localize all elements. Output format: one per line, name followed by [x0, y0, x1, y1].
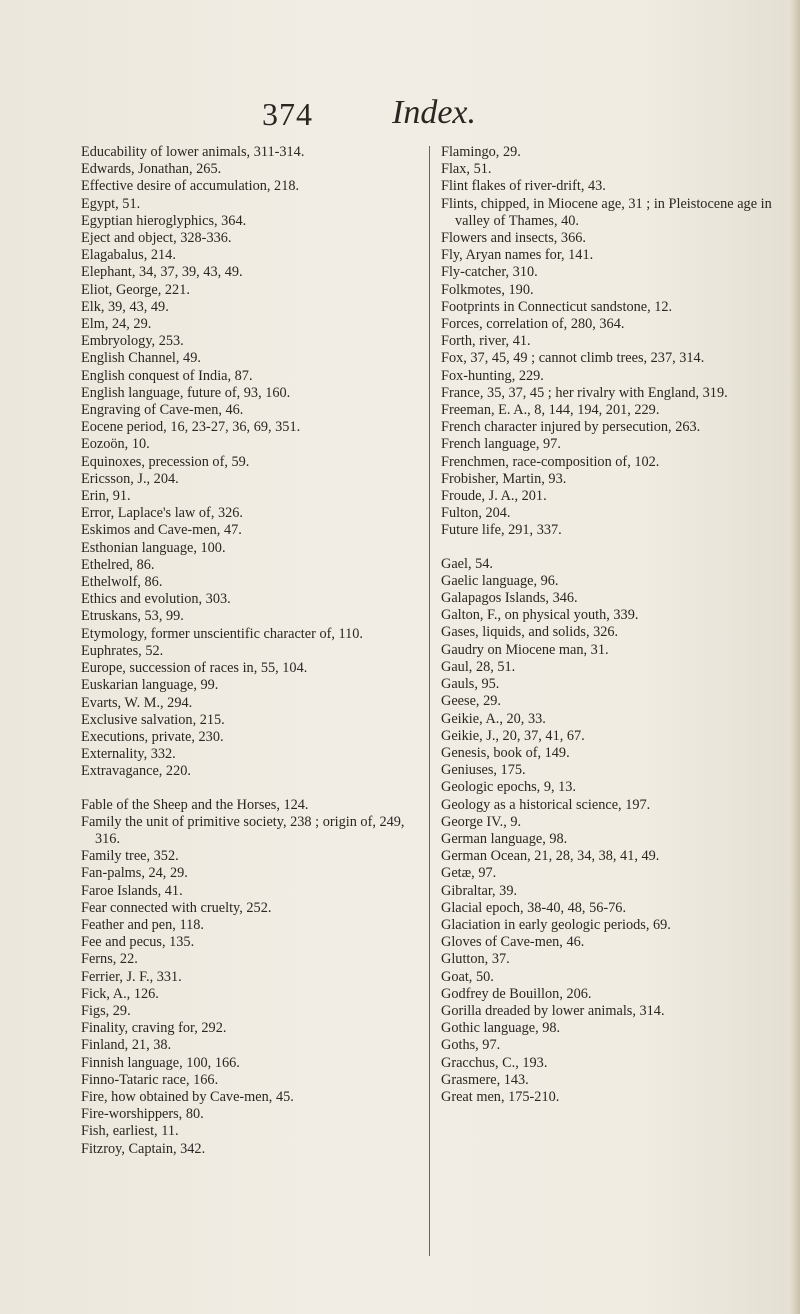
index-entry: Eject and object, 328-336.: [81, 230, 232, 247]
index-entry: Executions, private, 230.: [81, 728, 224, 745]
index-entry: Eskimos and Cave-men, 47.: [81, 522, 242, 539]
index-entry: Glutton, 37.: [441, 951, 510, 968]
index-entry: Elephant, 34, 37, 39, 43, 49.: [81, 264, 243, 281]
index-entry: Geologic epochs, 9, 13.: [441, 779, 576, 796]
index-entry: Finno-Tataric race, 166.: [81, 1071, 219, 1088]
index-entry: Gaul, 28, 51.: [441, 658, 516, 675]
index-entry: Elk, 39, 43, 49.: [81, 298, 169, 315]
index-entry: Gibraltar, 39.: [441, 882, 518, 899]
index-entry: Gael, 54.: [441, 555, 494, 572]
index-entry: Fly-catcher, 310.: [441, 264, 538, 281]
index-entry: Great men, 175-210.: [441, 1088, 560, 1105]
index-entry: Embryology, 253.: [81, 333, 184, 350]
index-entry: Genesis, book of, 149.: [441, 744, 570, 761]
index-entry: Goat, 50.: [441, 968, 494, 985]
index-entry: Frobisher, Martin, 93.: [441, 470, 567, 487]
index-entry: English Channel, 49.: [81, 350, 201, 367]
index-entry: Euphrates, 52.: [81, 642, 164, 659]
index-entry: French character injured by persecution, 263.: [441, 419, 701, 436]
index-entry: Family the unit of primitive society, 238 ; origin of, 249, 316.: [81, 813, 405, 847]
index-entry: Gaudry on Miocene man, 31.: [441, 641, 609, 658]
index-entry: Ethelwolf, 86.: [81, 574, 163, 591]
index-entry: Galapagos Islands, 346.: [441, 590, 578, 607]
index-entry: Edwards, Jonathan, 265.: [81, 161, 222, 178]
index-entry: Geese, 29.: [441, 693, 501, 710]
index-entry: Flamingo, 29.: [441, 144, 521, 160]
index-entry: Goths, 97.: [441, 1037, 501, 1054]
index-entry: Geikie, A., 20, 33.: [441, 710, 546, 727]
index-entry: Footprints in Connecticut sandstone, 12.: [441, 298, 673, 315]
index-entry: Flax, 51.: [441, 161, 492, 178]
page-edge-shadow: [790, 0, 800, 1314]
index-entry: Fitzroy, Captain, 342.: [81, 1140, 206, 1157]
index-entry: Flowers and insects, 366.: [441, 230, 586, 247]
index-entry: Fly, Aryan names for, 141.: [441, 247, 594, 264]
index-entry: Faroe Islands, 41.: [81, 882, 183, 899]
section-spacer: [81, 781, 417, 797]
index-entry: Gases, liquids, and solids, 326.: [441, 624, 619, 641]
index-entry: Erin, 91.: [81, 488, 131, 505]
index-entry: Etruskans, 53, 99.: [81, 608, 184, 625]
index-entry: Eocene period, 16, 23-27, 36, 69, 351.: [81, 419, 301, 436]
index-entry: Esthonian language, 100.: [81, 539, 226, 556]
index-entry: Euskarian language, 99.: [81, 677, 219, 694]
index-entry: Gloves of Cave-men, 46.: [441, 934, 585, 951]
index-entry: English conquest of India, 87.: [81, 367, 253, 384]
index-entry: Ferns, 22.: [81, 951, 138, 968]
index-entry: German language, 98.: [441, 830, 568, 847]
index-entry: Flint flakes of river-drift, 43.: [441, 178, 606, 195]
index-entry: Equinoxes, precession of, 59.: [81, 453, 250, 470]
index-entry: Educability of lower animals, 311-314.: [81, 144, 305, 160]
index-entry: France, 35, 37, 45 ; her rivalry with England, 319.: [441, 384, 728, 401]
index-entry: Fable of the Sheep and the Horses, 124.: [81, 796, 309, 813]
index-entry: Finality, craving for, 292.: [81, 1020, 227, 1037]
index-entry: Ferrier, J. F., 331.: [81, 968, 182, 985]
index-entry: Engraving of Cave-men, 46.: [81, 402, 244, 419]
page-title: Index.: [392, 94, 477, 131]
index-entry: Elagabalus, 214.: [81, 247, 176, 264]
index-entry: Externality, 332.: [81, 746, 176, 763]
index-entry: Grasmere, 143.: [441, 1071, 529, 1088]
index-entry: Geniuses, 175.: [441, 762, 526, 779]
index-entry: Fear connected with cruelty, 252.: [81, 899, 272, 916]
index-entry: Gracchus, C., 193.: [441, 1054, 548, 1071]
index-entry: Fee and pecus, 135.: [81, 934, 195, 951]
index-entry: Effective desire of accumulation, 218.: [81, 178, 300, 195]
index-column-left: [81, 144, 417, 1158]
index-entry: Freeman, E. A., 8, 144, 194, 201, 229.: [441, 402, 660, 419]
index-entry: Fulton, 204.: [441, 505, 511, 522]
index-entry: Finland, 21, 38.: [81, 1037, 172, 1054]
index-entry: Fox-hunting, 229.: [441, 367, 544, 384]
index-entry: Figs, 29.: [81, 1002, 131, 1019]
index-entry: Eliot, George, 221.: [81, 281, 190, 298]
index-entry: Fox, 37, 45, 49 ; cannot climb trees, 237, 314.: [441, 350, 705, 367]
index-entry: English language, future of, 93, 160.: [81, 384, 291, 401]
index-entry: Ethics and evolution, 303.: [81, 591, 231, 608]
index-entry: Getæ, 97.: [441, 865, 497, 882]
index-entry: Feather and pen, 118.: [81, 916, 204, 933]
index-entry: Frenchmen, race-composition of, 102.: [441, 453, 660, 470]
index-entry: Elm, 24, 29.: [81, 316, 152, 333]
index-entry: Gauls, 95.: [441, 676, 500, 693]
index-entry: Egyptian hieroglyphics, 364.: [81, 212, 247, 229]
index-entry: Geikie, J., 20, 37, 41, 67.: [441, 727, 585, 744]
index-entry: Exclusive salvation, 215.: [81, 711, 225, 728]
index-entry: Godfrey de Bouillon, 206.: [441, 985, 592, 1002]
index-entry: Fire-worshippers, 80.: [81, 1106, 204, 1123]
index-entry: Extravagance, 220.: [81, 763, 191, 780]
index-entry: Folkmotes, 190.: [441, 281, 534, 298]
index-entry: Fick, A., 126.: [81, 985, 159, 1002]
index-entry: Glaciation in early geologic periods, 69.: [441, 916, 671, 933]
index-entry: George IV., 9.: [441, 813, 522, 830]
index-entry: Ericsson, J., 204.: [81, 470, 179, 487]
section-spacer: [441, 540, 777, 556]
index-entry: Forces, correlation of, 280, 364.: [441, 316, 625, 333]
index-entry: Europe, succession of races in, 55, 104.: [81, 660, 308, 677]
index-entry: Forth, river, 41.: [441, 333, 531, 350]
index-entry: Galton, F., on physical youth, 339.: [441, 607, 639, 624]
index-entry: Finnish language, 100, 166.: [81, 1054, 240, 1071]
index-entry: Eozoön, 10.: [81, 436, 150, 453]
index-entry: Evarts, W. M., 294.: [81, 694, 193, 711]
index-column-right: [441, 144, 777, 1106]
index-entry: Glacial epoch, 38-40, 48, 56-76.: [441, 899, 627, 916]
index-entry: Flints, chipped, in Miocene age, 31 ; in Pleistocene age in valley of Thames, 40.: [441, 195, 772, 229]
index-entry: Fire, how obtained by Cave-men, 45.: [81, 1088, 294, 1105]
index-entry: Egypt, 51.: [81, 195, 141, 212]
index-entry: Fan-palms, 24, 29.: [81, 865, 188, 882]
index-entry: Gaelic language, 96.: [441, 572, 559, 589]
index-entry: French language, 97.: [441, 436, 561, 453]
index-entry: Future life, 291, 337.: [441, 522, 562, 539]
index-entry: Gorilla dreaded by lower animals, 314.: [441, 1002, 665, 1019]
index-entry: Etymology, former unscientific character of, 110.: [81, 625, 363, 642]
index-entry: Error, Laplace's law of, 326.: [81, 505, 243, 522]
index-entry: Gothic language, 98.: [441, 1020, 561, 1037]
index-entry: Ethelred, 86.: [81, 556, 155, 573]
index-entry: Fish, earliest, 11.: [81, 1123, 179, 1140]
page-number: 374: [262, 96, 313, 132]
index-entry: Froude, J. A., 201.: [441, 488, 547, 505]
column-divider: [429, 146, 430, 1256]
index-entry: German Ocean, 21, 28, 34, 38, 41, 49.: [441, 848, 660, 865]
index-entry: Family tree, 352.: [81, 848, 179, 865]
index-entry: Geology as a historical science, 197.: [441, 796, 651, 813]
